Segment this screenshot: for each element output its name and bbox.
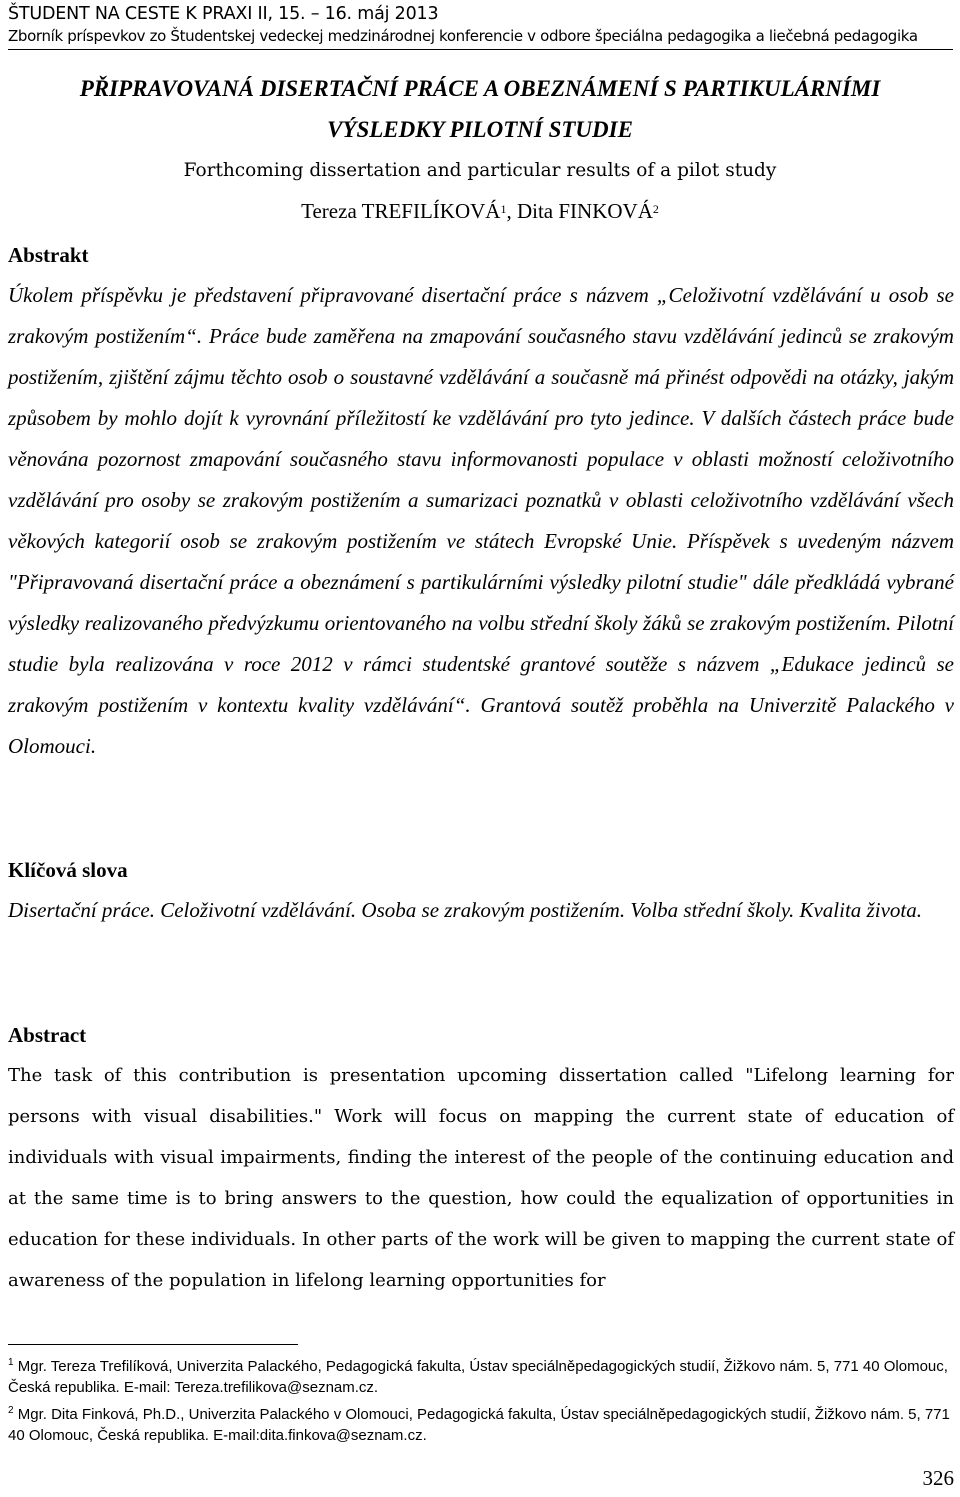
keywords-heading: Klíčová slova	[8, 858, 128, 882]
footnote-text: Mgr. Tereza Trefilíková, Univerzita Palackého, Pedagogická fakulta, Ústav speciálněpedagogických studií, Žižkovo nám. 5, 771 40 Olomouc, Česká republika. E-mail: Tereza.trefilikova@seznam.cz.	[8, 1358, 948, 1396]
keywords-text: Disertační práce. Celoživotní vzdělávání. Osoba se zrakovým postižením. Volba střední školy. Kvalita života.	[8, 898, 922, 922]
abstrakt-text: Práce bude zaměřena na zmapování současného stavu vzdělávání jedinců se zrakovým postižením, zjištění zájmu těchto osob o soustavné vzdělávání a současně má přinést odpovědi na otázky, jakým způsobem by mohlo dojít k vyrovnání příležitostí ke vzdělávání pro tyto jedince. V dalších částech práce bude věnována pozornost zmapování současného stavu informovanosti populace v oblasti možností celoživotního vzdělávání pro osoby se zrakovým postižením a sumarizaci poznatků v oblasti celoživotního vzdělávání všech věkových kategorií osob se zrakovým postižením ve státech Evropské Unie. Příspěvek s uvedeným názvem "Připravovaná disertační práce a obeznámení s partikulárními výsledky pilotní studie" dále předkládá vybrané výsledky realizovaného předvýzkumu orientovaného na volbu střední školy žáků se zrakovým postižením. Pilotní studie byla realizována v roce 2012 v rámci studentské grantové soutěže s názvem „Edukace jedinců se zrakovým postižením v kontextu kvality vzdělávání“. Grantová soutěž proběhla na Univerzitě Palackého v Olomouci.	[8, 324, 954, 758]
footnotes	[8, 1352, 958, 1448]
paper-title-line-2: VÝSLEDKY PILOTNÍ STUDIE	[327, 117, 633, 142]
footnote-ref: 1	[500, 202, 507, 216]
footnote	[8, 1352, 958, 1398]
abstrakt-intro: Úkolem příspěvku je představení připravované disertační práce s názvem „Celoživotní vzdělávání u osob se zrakovým postižením“.	[8, 283, 954, 348]
footnote-divider	[8, 1344, 298, 1345]
abstract-heading: Abstract	[8, 1023, 87, 1047]
author-name: Tereza TREFILÍKOVÁ	[301, 199, 501, 223]
abstract-body: The task of this contribution is presentation upcoming dissertation called "Lifelong learning for persons with visual disabilities." Work will focus on mapping the current state of education of individuals with visual impairments, finding the interest of the people of the continuing education and at the same time is to bring answers to the question, how could the equalization of opportunities in education for these individuals. In other parts of the work will be given to mapping the current state of awareness of the population in lifelong learning opportunities for	[8, 1065, 954, 1291]
author-list	[0, 196, 960, 226]
paper-title-line-1: PŘIPRAVOVANÁ DISERTAČNÍ PRÁCE A OBEZNÁMENÍ S PARTIKULÁRNÍMI	[79, 76, 881, 101]
english-title: Forthcoming dissertation and particular results of a pilot study	[183, 160, 777, 181]
author-separator: ,	[506, 199, 517, 223]
footnote-number: 2	[8, 1405, 14, 1416]
abstrakt-heading: Abstrakt	[8, 243, 89, 267]
page-number: 326	[922, 1466, 954, 1490]
running-header	[8, 2, 953, 50]
footnote-text: Mgr. Dita Finková, Ph.D., Univerzita Palackého v Olomouci, Pedagogická fakulta, Ústav speciálněpedagogických studií, Žižkovo nám. 5, 771 40 Olomouc, Česká republika. E-mail:dita.finkova@seznam.cz.	[8, 1406, 950, 1444]
abstrakt-body	[8, 275, 954, 767]
author-name: Dita FINKOVÁ	[516, 199, 653, 223]
footnote-number: 1	[8, 1357, 14, 1368]
proceedings-name: Zborník príspevkov zo Študentskej vedeckej medzinárodnej konferencie v odbore špeciálna pedagogika a liečebná pedagogika	[8, 27, 918, 45]
conference-name: ŠTUDENT NA CESTE K PRAXI II, 15. – 16. máj 2013	[8, 4, 439, 24]
footnote-ref: 2	[652, 202, 659, 216]
footnote	[8, 1400, 958, 1446]
